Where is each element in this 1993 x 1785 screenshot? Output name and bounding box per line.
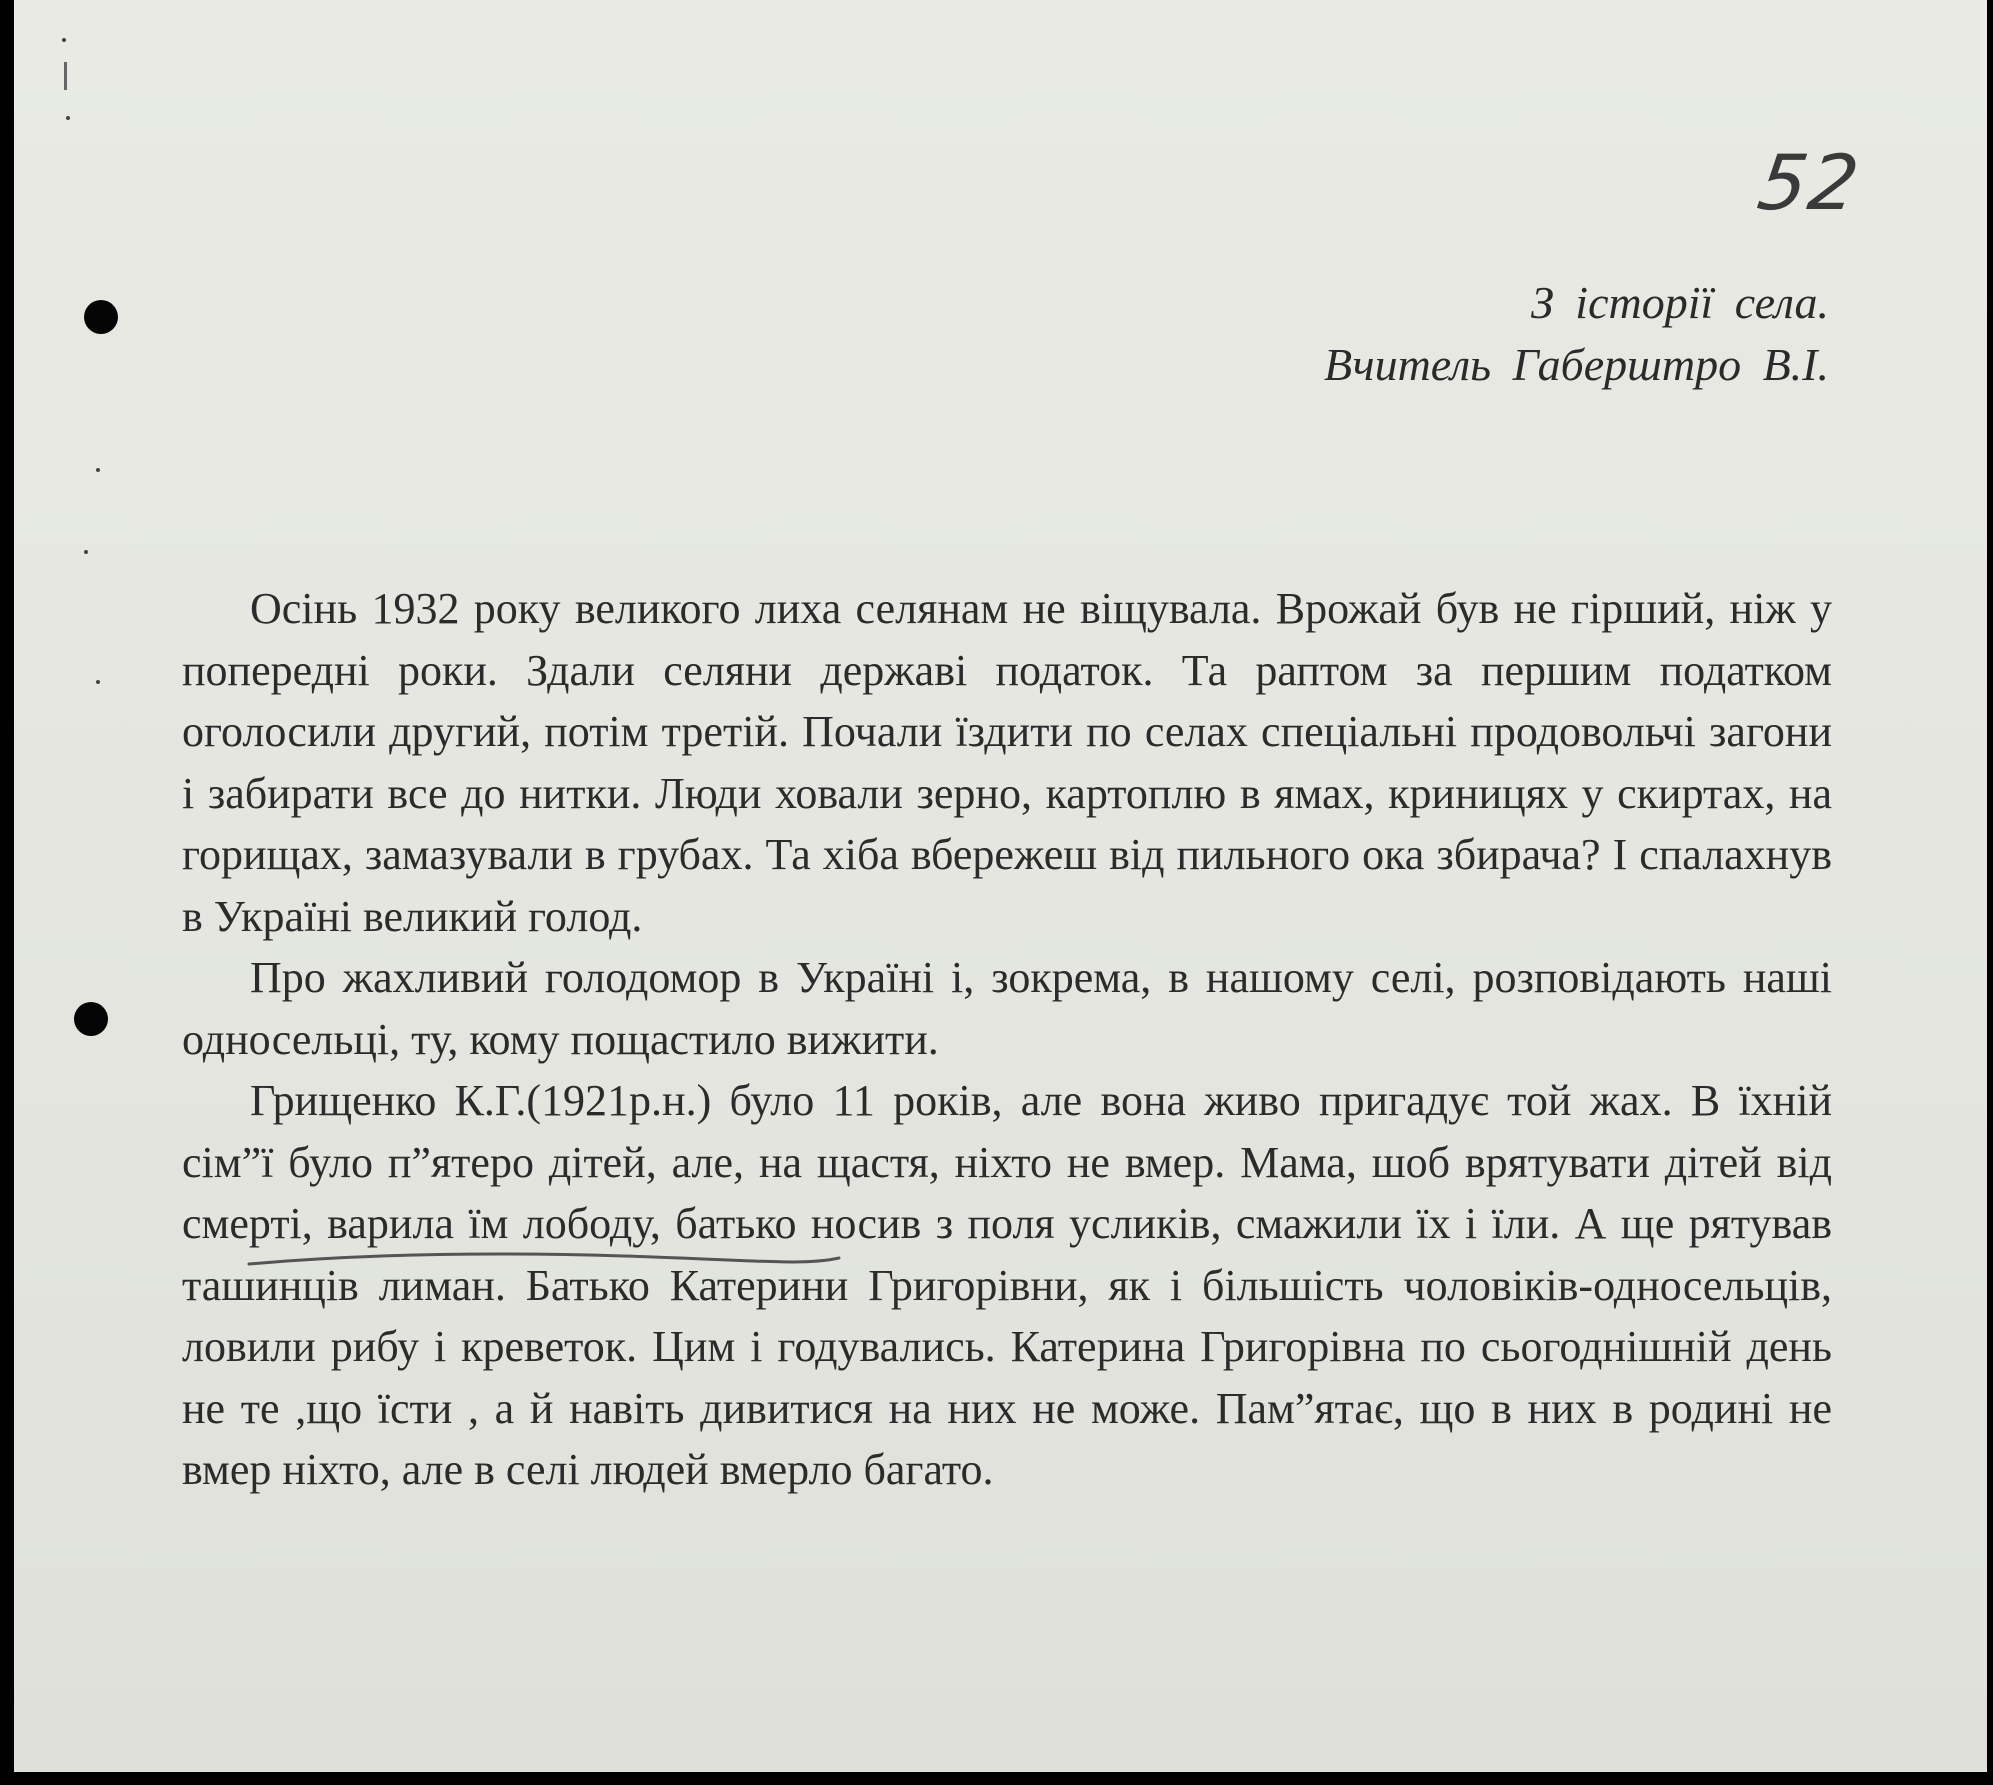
- margin-dot: [62, 38, 66, 42]
- handwritten-page-number: 52: [1752, 138, 1866, 227]
- paragraph: Грищенко К.Г.(1921р.н.) було 11 років, але вона живо пригадує той жах. В їхній сім”ї було п”ятеро дітей, але, на щастя, ніхто не вмер. Мама, шоб врятувати дітей від смерті, варила їм лободу, батько носив з поля усликів, смажили їх і їли. А ще рятував ташинців лиман. Батько Катерини Григорівни, як і більшість чоловіків-односельців, ловили рибу і креветок. Цим і годувались. Катерина Григорівна по сьогоднішній день не те ,що їсти , а й навіть дивитися на них не може. Пам”ятає, що в них в родині не вмер ніхто, але в селі людей вмерло багато.: [182, 1076, 1832, 1494]
- document-heading: [1014, 272, 1829, 396]
- margin-dot: [96, 468, 100, 472]
- margin-dot: [96, 680, 100, 684]
- pencil-underline: [244, 1246, 844, 1276]
- margin-mark: [64, 62, 67, 90]
- punch-hole-top: [84, 300, 118, 334]
- margin-dot: [66, 116, 70, 120]
- document-page: [14, 0, 1987, 1772]
- margin-dot: [84, 550, 88, 554]
- punch-hole-bottom: [74, 1002, 108, 1036]
- paragraph: Про жахливий голодомор в Україні і, зокрема, в нашому селі, розповідають наші односельці, ту, кому пощастило вижити.: [182, 953, 1832, 1064]
- paragraph: Осінь 1932 року великого лиха селянам не віщувала. Врожай був не гірший, ніж у попередні роки. Здали селяни державі податок. Та раптом за першим податком оголосили другий, потім третій. Почали їздити по селах спеціальні продовольчі загони і забирати все до нитки. Люди ховали зерно, картоплю в ямах, криницях у скиртах, на горищах, замазували в грубах. Та хіба вбережеш від пильного ока збирача? І спалахнув в Україні великий голод.: [182, 584, 1832, 941]
- document-body: [182, 578, 1832, 1501]
- heading-title: З історії села.: [1531, 277, 1829, 328]
- heading-author: Вчитель Габерштро В.І.: [1323, 339, 1829, 390]
